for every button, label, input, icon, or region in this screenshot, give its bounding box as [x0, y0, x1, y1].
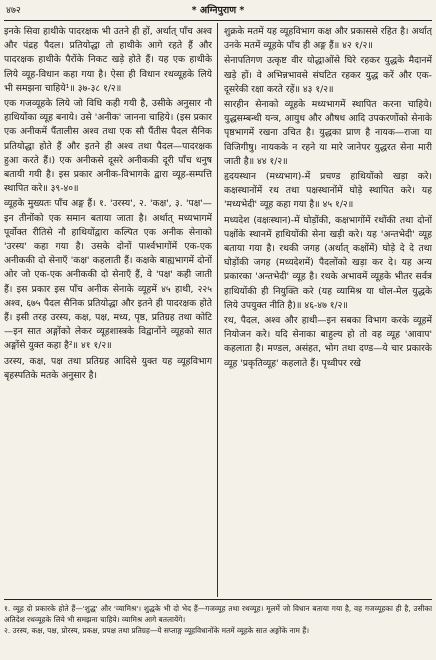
- paragraph: उरस्य, कक्ष, पक्ष तथा प्रतिग्रह आदिसे युक्त यह व्यूहविभाग बृहस्पतिके मतके अनुसार है।: [4, 355, 212, 381]
- paragraph: इनके सिवा हाथीके पादरक्षक भी उतने ही हों, अर्थात् पाँच अश्व और पंद्रह पैदल। प्रतियोद्धा तो हाथीके आगे रहते हैं और पादरक्षक हाथीके पैरोंके निकट खड़े होते हैं। यह एक हाथीके लिये व्यूह-विधान कहा गया है। ऐसा ही विधान रथव्यूहके लिये भी समझना चाहिये¹॥ ३७-३८ १/२॥: [4, 26, 212, 94]
- running-title: * अग्निपुराण *: [191, 5, 245, 16]
- footnote-rule: [4, 599, 432, 600]
- paragraph: मध्यदेश (वक्षःस्थान)-में घोड़ोंकी, कक्षभागोंमें रथोंकी तथा दोनों पक्षोंके स्थानमें हाथियोंकी सेना खड़ी करे। यह 'अन्तभेदी' व्यूह बताया गया है। रथकी जगह (अर्थात् कक्षोंमें) घोड़े दे दे तथा घोड़ोंकी जगह (मध्यदेशमें) पैदलोंको खड़ा कर दे। यह अन्य प्रकारका 'अन्तभेदी' व्यूह है। रथके अभावमें व्यूहके भीतर सर्वत्र हाथियोंकी ही नियुक्ति करे (यह व्यामिश्र या धोल-मेल युद्धके लिये उपयुक्त नीति है)॥ ४६-४७ १/२॥: [224, 214, 432, 311]
- paragraph: सारहीन सेनाको व्यूहके मध्यभागमें स्थापित करना चाहिये। युद्धसम्बन्धी यन्त्र, आयुध और औषध आदि उपकरणोंको सेनाके पृष्ठभागमें रखना उचित है। युद्धका प्राण है नायक—राजा या विजिगीषु। नायकके न रहने या मारे जानेपर युद्धरत सेना मारी जाती है॥ ४४ १/२॥: [224, 99, 432, 167]
- left-column: [4, 25, 212, 595]
- footnote: २. उरस्य, कक्ष, पक्ष, प्रोरस्य, प्रकक्ष, प्रपक्ष तथा प्रतिग्रह—ये सप्ताङ्ग व्यूहविधानोंके मतमें व्यूहके सात अङ्गोंके नाम हैं।: [4, 626, 310, 635]
- paragraph: एक गजव्यूहके लिये जो विधि कही गयी है, उसीके अनुसार नौ हाथियोंका व्यूह बनाये। उसे 'अनीक' जानना चाहिये। (इस प्रकार एक अनीकमें पैंतालीस अश्व तथा एक सौ पैंतीस पैदल सैनिक प्रतियोद्धा होते हैं और इतने ही अश्व तथा पैदल—पादरक्षक हुआ करते हैं।) एक अनीकसे दूसरे अनीककी दूरी पाँच धनुष बतायी गयी है। इस प्रकार अनीक-विभागके द्वारा व्यूह-सम्पत्ति स्थापित करे॥ ३९-४०॥: [4, 98, 212, 195]
- paragraph: व्यूहके मुख्यतः पाँच अङ्ग हैं। १. 'उरस्य', २. 'कक्ष', ३. 'पक्ष'—इन तीनोंको एक समान बताया जाता है। अर्थात् मध्यभागमें पूर्वोक्त रीतिसे नौ हाथियोंद्वारा कल्पित एक अनीक सेनाको 'उरस्य' कहा गया है। उसके दोनों पार्श्वभागोंमें एक-एक अनीककी दो सेनाएँ 'कक्ष' कहलाती हैं। कक्षके बाह्यभागमें दोनों ओर जो एक-एक अनीककी दो सेनाएँ हैं, वे 'पक्ष' कही जाती हैं। इस प्रकार इस पाँच अनीक सेनाके व्यूहमें ४५ हाथी, २२५ अश्व, ६७५ पैदल सैनिक प्रतियोद्धा और इतने ही पादरक्षक होते हैं। इसी तरह उरस्य, कक्ष, पक्ष, मध्य, पृष्ठ, प्रतिग्रह तथा कोटि—इन सात अङ्गोंको लेकर व्यूहशास्त्रके विद्वानोंने व्यूहको सात अङ्गोंसे युक्त कहा है²॥ ४१ १/२॥: [4, 198, 212, 352]
- paragraph: रथ, पैदल, अश्व और हाथी—इन सबका विभाग करके व्यूहमें नियोजन करे। यदि सेनाका बाहुल्य हो तो वह व्यूह 'आवाप' कहलाता है। मण्डल, असंहत, भोग तथा दण्ड—ये चार प्रकारके व्यूह 'प्रकृतिव्यूह' कहलाते हैं। पृथ्वीपर रखे: [224, 315, 432, 369]
- footnotes: [4, 603, 432, 655]
- column-divider: [217, 23, 218, 597]
- header-rule: [4, 20, 432, 21]
- book-page: [4, 3, 432, 657]
- page-number: ४७२: [6, 5, 21, 16]
- paragraph: शुक्रके मतमें यह व्यूहविभाग कक्ष और प्रकाससे रहित है। अर्थात् उनके मतमें व्यूहके पाँच ही अङ्ग हैं॥ ४२ १/२॥: [224, 26, 432, 52]
- footnote: १. व्यूह दो प्रकारके होते हैं—'शुद्ध' और 'व्यामिश्र'। शुद्धके भी दो भेद हैं—गजव्यूह तथा रथव्यूह। मूलमें जो विधान बताया गया है, वह गजव्यूहका ही है, उसीका अतिदेश रथव्यूहके लिये भी समझना चाहिये। व्यामिश्र आगे बतलायेंगे।: [4, 604, 432, 624]
- paragraph: सेनापतिगण उत्कृष्ट वीर योद्धाओंसे घिरे रहकर युद्धके मैदानमें खड़े हों। वे अभिन्नभावसे संघटित रहकर युद्ध करें और एक-दूसरेकी रक्षा करते रहें॥ ४३ १/२॥: [224, 55, 432, 95]
- page-header: [4, 3, 432, 19]
- right-column: [224, 25, 432, 595]
- paragraph: हृदयस्थान (मध्यभाग)-में प्रचण्ड हाथियोंको खड़ा करे। कक्षस्थानोंमें रथ तथा पक्षस्थानोंमें घोड़े स्थापित करे। यह 'मध्यभेदी' व्यूह कहा गया है॥ ४५ १/२॥: [224, 171, 432, 211]
